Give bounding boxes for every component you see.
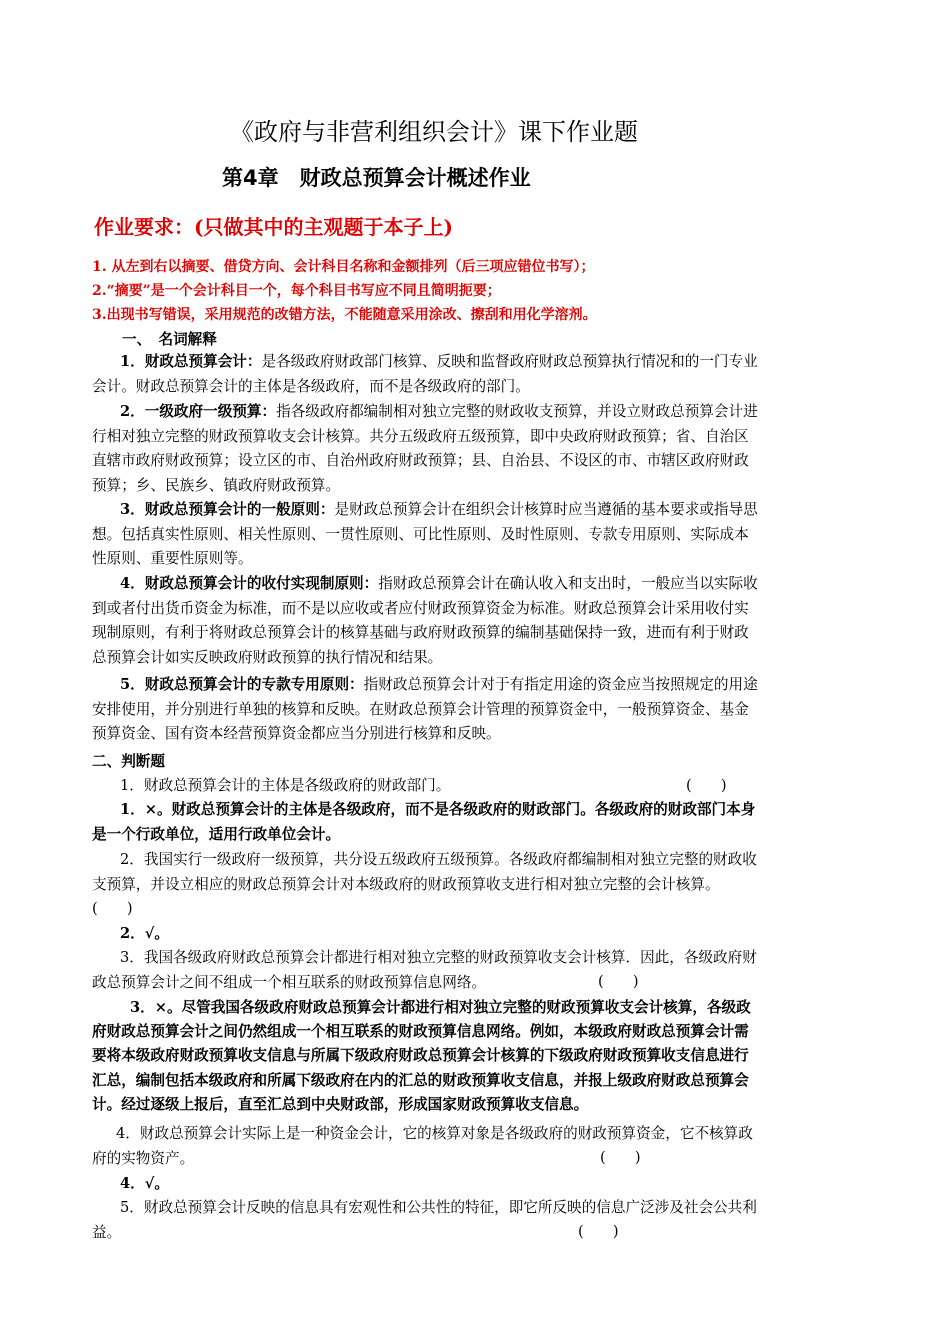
chapter-heading: 第4章 财政总预算会计概述作业 [222,166,531,190]
section-heading: 二、判断题 [92,753,165,770]
answer-blank: ( ) [598,973,639,990]
answer: 1．×。财政总预算会计的主体是各级政府，而不是各级政府的财政部门。各级政府的财政部门本身 是一个行政单位，适用行政单位会计。 [92,801,756,843]
question: 3．我国各级政府财政总预算会计都进行相对独立完整的财政预算收支会计核算．因此，各级政府财 政总预算会计之间不组成一个相互联系的财政预算信息网络。 [92,949,757,991]
answer: 2．√。 [120,925,169,942]
requirement-item: 2.“摘要”是一个会计科目一个，每个科目书写应不同且简明扼要； [92,283,501,299]
requirement-item: 3.出现书写错误，采用规范的改错方法，不能随意采用涂改、擦刮和用化学溶剂。 [92,307,597,323]
question: 5．财政总预算会计反映的信息具有宏观性和公共性的特征，即它所反映的信息广泛涉及社会公共利 益。 [92,1199,757,1241]
section-heading: 一、 名词解释 [122,331,217,348]
document-title: 《政府与非营利组织会计》课下作业题 [230,118,638,146]
term-name: 3．财政总预算会计的一般原则： [120,501,335,518]
answer: 4．√。 [120,1175,169,1192]
term-definition: 4．财政总预算会计的收付实现制原则：指财政总预算会计在确认收入和支出时，一般应当以实际收 到或者付出货币资金为标准，而不是以应收或者应付财政预算资金为标准。财政总预算会计采用收付实 现制原则，有利于将财政总预算会计的核算基础与政府财政预算的编制基础保持一致，进而有利于财政 总预算会计如实反映政府财政预算的执行情况和结果。 [92,575,758,666]
term-definition: 2．一级政府一级预算：指各级政府都编制相对独立完整的财政收支预算，并设立财政总预算会计进 行相对独立完整的财政预算收支会计核算。共分五级政府五级预算，即中央政府财政预算；省、自治区 直辖市政府财政预算；设立区的市、自治州政府财政预算；县、自治县、不设区的市、市辖区政府财政 预算；乡、民族乡、镇政府财政预算。 [92,403,758,494]
question: 4．财政总预算会计实际上是一种资金会计，它的核算对象是各级政府的财政预算资金，它不核算政 府的实物资产。 [92,1125,753,1167]
term-name: 5．财政总预算会计的专款专用原则： [120,676,364,693]
term-name: 4．财政总预算会计的收付实现制原则： [120,575,379,592]
answer-blank: ( ) [600,1149,641,1166]
term-definition: 1．财政总预算会计：是各级政府财政部门核算、反映和监督政府财政总预算执行情况和的一门专业 会计。财政总预算会计的主体是各级政府，而不是各级政府的部门。 [92,353,758,395]
answer: 3．×。尽管我国各级政府财政总预算会计都进行相对独立完整的财政预算收支会计核算，各级政 府财政总预算会计之间仍然组成一个相互联系的财政预算信息网络。例如，本级政府财政总预算会计需 要将本级政府财政预算收支信息与所属下级政府财政总预算会计核算的下级政府财政预算收支信息进行 汇总，编制包括本级政府和所属下级政府在内的汇总的财政预算收支信息，并报上级政府财政总预算会 计。经过逐级上报后，直至汇总到中央财政部，形成国家财政预算收支信息。 [92,999,751,1113]
answer-blank: ( ) [92,900,133,917]
term-name: 1．财政总预算会计： [120,353,262,370]
question: 1．财政总预算会计的主体是各级政府的财政部门。 [120,777,451,794]
term-definition: 5．财政总预算会计的专款专用原则：指财政总预算会计对于有指定用途的资金应当按照规定的用途 安排使用，并分别进行单独的核算和反映。在财政总预算会计管理的预算资金中，一般预算资金、基金 预算资金、国有资本经营预算资金都应当分别进行核算和反映。 [92,676,758,742]
requirements-heading: 作业要求：(只做其中的主观题于本子上) [94,215,453,239]
answer-blank: ( ) [686,777,727,794]
answer-blank: ( ) [578,1223,619,1240]
requirement-item: 1. 从左到右以摘要、借贷方向、会计科目名称和金额排列（后三项应错位书写）； [92,259,595,275]
term-name: 2．一级政府一级预算： [120,403,277,420]
question: 2．我国实行一级政府一级预算，共分设五级政府五级预算。各级政府都编制相对独立完整的财政收 支预算，并设立相应的财政总预算会计对本级政府的财政预算收支进行相对独立完整的会计核算。 ( ) [92,848,860,922]
term-definition: 3．财政总预算会计的一般原则：是财政总预算会计在组织会计核算时应当遵循的基本要求或指导思 想。包括真实性原则、相关性原则、一贯性原则、可比性原则、及时性原则、专款专用原则、实际成本 性原则、重要性原则等。 [92,501,758,567]
